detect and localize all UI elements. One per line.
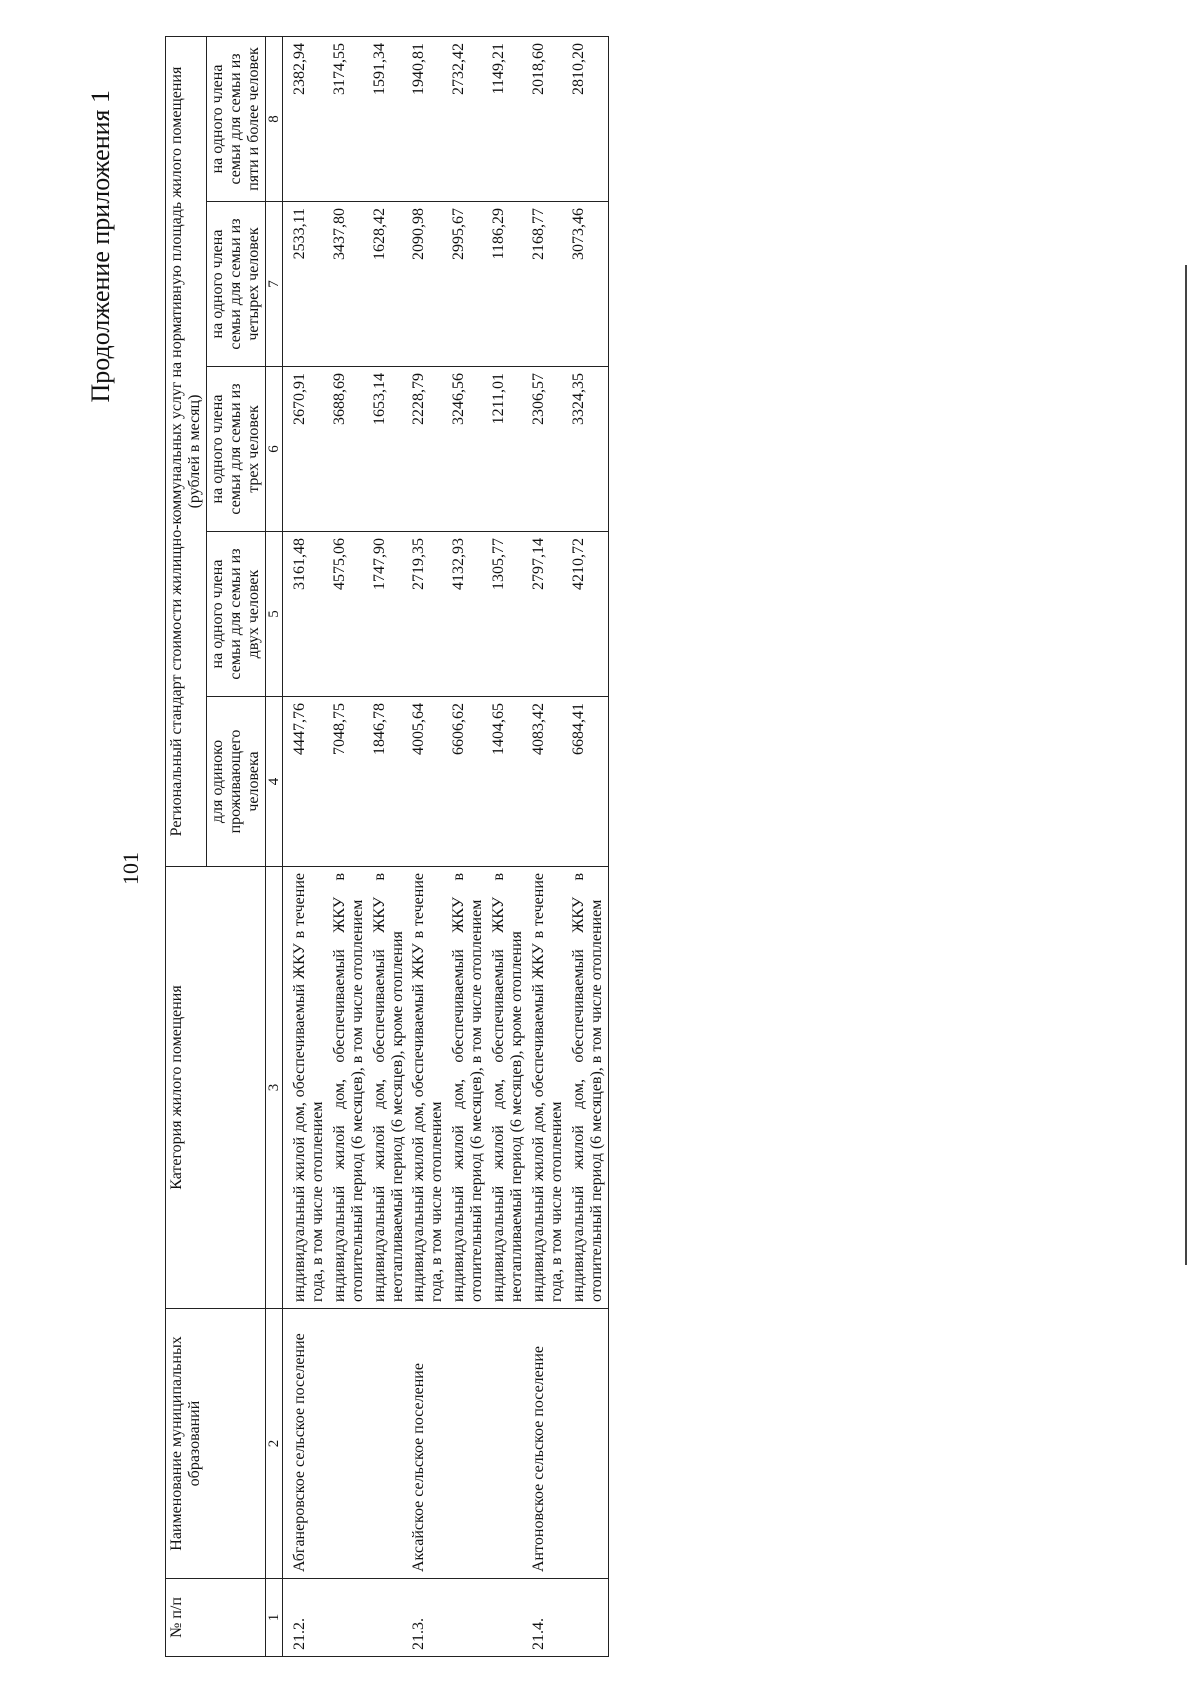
header-column-numbers <box>265 36 283 1656</box>
column-number: 1 <box>265 1579 283 1657</box>
housing-cost-table <box>165 36 609 1657</box>
municipality-name <box>488 1309 528 1579</box>
value-family2: 1747,90 <box>369 532 409 697</box>
value-family2: 1305,77 <box>488 532 528 697</box>
column-number: 3 <box>265 867 283 1309</box>
value-single: 4083,42 <box>528 697 568 867</box>
value-family4: 3437,80 <box>329 202 369 367</box>
header-col-family5: на одного члена семьи для семьи из пяти и более человек <box>206 36 265 201</box>
column-number: 2 <box>265 1309 283 1579</box>
page-number: 101 <box>118 852 143 885</box>
row-number <box>488 1579 528 1657</box>
value-family5: 2382,94 <box>283 36 329 201</box>
table-row <box>283 36 329 1656</box>
value-family5: 1591,34 <box>369 36 409 201</box>
value-single: 1846,78 <box>369 697 409 867</box>
housing-category: индивидуальный жилой дом, обеспечиваемый ЖКУ в течение года, в том числе отоплением <box>408 867 448 1309</box>
value-family5: 3174,55 <box>329 36 369 201</box>
value-family5: 2732,42 <box>448 36 488 201</box>
housing-category: индивидуальный жилой дом, обеспечиваемый ЖКУ в течение года, в том числе отоплением <box>283 867 329 1309</box>
housing-category: индивидуальный жилой дом, обеспечиваемый ЖКУ в неотапливаемый период (6 месяцев), кроме отопления <box>488 867 528 1309</box>
scan-edge-line <box>1185 265 1189 1265</box>
value-family4: 1186,29 <box>488 202 528 367</box>
value-single: 1404,65 <box>488 697 528 867</box>
value-family2: 4210,72 <box>568 532 608 697</box>
value-family3: 3246,56 <box>448 367 488 532</box>
value-family4: 2168,77 <box>528 202 568 367</box>
row-number: 21.2. <box>283 1579 329 1657</box>
column-number: 8 <box>265 36 283 201</box>
value-family4: 2995,67 <box>448 202 488 367</box>
column-number: 4 <box>265 697 283 867</box>
housing-category: индивидуальный жилой дом, обеспечиваемый ЖКУ в отопительный период (6 месяцев), в том числе отоплением <box>329 867 369 1309</box>
municipality-name <box>369 1309 409 1579</box>
table-row <box>488 36 528 1656</box>
header-col-family3: на одного члена семьи для семьи из трех человек <box>206 367 265 532</box>
value-family2: 4132,93 <box>448 532 488 697</box>
row-number: 21.4. <box>528 1579 568 1657</box>
value-single: 7048,75 <box>329 697 369 867</box>
value-single: 6684,41 <box>568 697 608 867</box>
municipality-name: Антоновское сельское поселение <box>528 1309 568 1579</box>
header-col-single: для одиноко проживающего человека <box>206 697 265 867</box>
value-family4: 3073,46 <box>568 202 608 367</box>
table-row <box>329 36 369 1656</box>
value-family2: 3161,48 <box>283 532 329 697</box>
value-family3: 3688,69 <box>329 367 369 532</box>
table-header <box>166 36 283 1656</box>
row-number <box>568 1579 608 1657</box>
table-row <box>448 36 488 1656</box>
housing-category: индивидуальный жилой дом, обеспечиваемый ЖКУ в неотапливаемый период (6 месяцев), кроме отопления <box>369 867 409 1309</box>
header-col-category: Категория жилого помещения <box>166 867 266 1309</box>
table-body <box>283 36 609 1656</box>
header-col-municipality: Наименование муниципальных образований <box>166 1309 266 1579</box>
value-family5: 2810,20 <box>568 36 608 201</box>
column-number: 7 <box>265 202 283 367</box>
value-family4: 2533,11 <box>283 202 329 367</box>
housing-category: индивидуальный жилой дом, обеспечиваемый ЖКУ в отопительный период (6 месяцев), в том числе отоплением <box>568 867 608 1309</box>
municipality-name: Аксайское сельское поселение <box>408 1309 448 1579</box>
row-number <box>448 1579 488 1657</box>
value-single: 4447,76 <box>283 697 329 867</box>
table-row <box>568 36 608 1656</box>
municipality-name <box>448 1309 488 1579</box>
column-number: 6 <box>265 367 283 532</box>
value-single: 4005,64 <box>408 697 448 867</box>
value-family2: 4575,06 <box>329 532 369 697</box>
table-row <box>369 36 409 1656</box>
table-row <box>408 36 448 1656</box>
municipality-name <box>568 1309 608 1579</box>
value-family4: 2090,98 <box>408 202 448 367</box>
value-family4: 1628,42 <box>369 202 409 367</box>
value-family3: 2306,57 <box>528 367 568 532</box>
value-family3: 3324,35 <box>568 367 608 532</box>
header-col-family4: на одного члена семьи для семьи из четырех человек <box>206 202 265 367</box>
value-family3: 1211,01 <box>488 367 528 532</box>
row-number <box>369 1579 409 1657</box>
value-family2: 2719,35 <box>408 532 448 697</box>
value-family3: 2228,79 <box>408 367 448 532</box>
municipality-name: Абганеровское сельское поселение <box>283 1309 329 1579</box>
value-family3: 1653,14 <box>369 367 409 532</box>
value-family5: 1149,21 <box>488 36 528 201</box>
appendix-caption: Продолжение приложения 1 <box>86 90 115 403</box>
housing-category: индивидуальный жилой дом, обеспечиваемый ЖКУ в отопительный период (6 месяцев), в том числе отоплением <box>448 867 488 1309</box>
row-number: 21.3. <box>408 1579 448 1657</box>
value-family5: 1940,81 <box>408 36 448 201</box>
municipality-name <box>329 1309 369 1579</box>
housing-category: индивидуальный жилой дом, обеспечиваемый ЖКУ в течение года, в том числе отоплением <box>528 867 568 1309</box>
header-group-standard: Региональный стандарт стоимости жилищно-коммунальных услуг на нормативную площадь жилого помещения (рублей в месяц) <box>166 36 207 866</box>
header-col-number: № п/п <box>166 1579 266 1657</box>
column-number: 5 <box>265 532 283 697</box>
value-family5: 2018,60 <box>528 36 568 201</box>
header-col-family2: на одного члена семьи для семьи из двух человек <box>206 532 265 697</box>
table-row <box>528 36 568 1656</box>
value-family2: 2797,14 <box>528 532 568 697</box>
value-single: 6606,62 <box>448 697 488 867</box>
value-family3: 2670,91 <box>283 367 329 532</box>
row-number <box>329 1579 369 1657</box>
